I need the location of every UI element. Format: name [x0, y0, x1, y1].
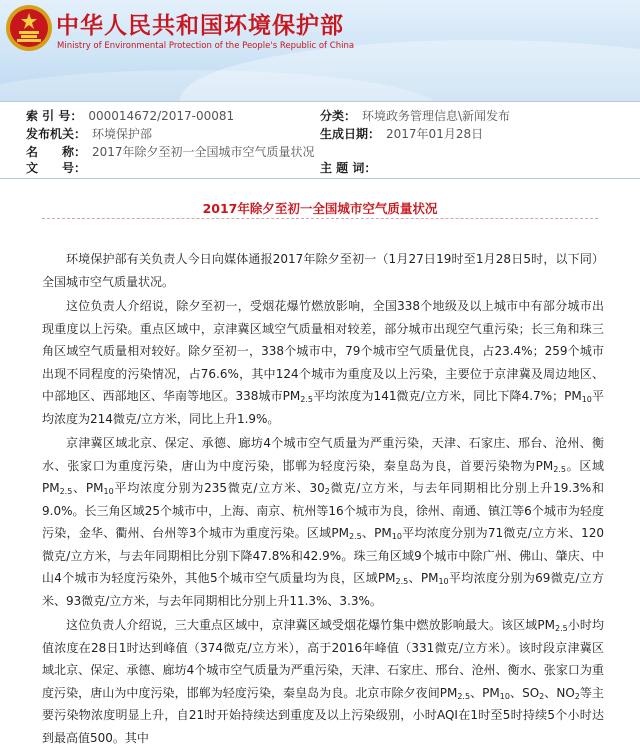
paragraph: 环境保护部有关负责人今日向媒体通报2017年除夕至初一（1月27日19时至1月28日5时，以下同）全国城市空气质量状况。 — [42, 252, 604, 289]
meta-date-label: 生成日期： — [320, 127, 381, 141]
national-emblem-icon — [4, 3, 54, 53]
meta-category-value: 环境政务管理信息\新闻发布 — [362, 109, 511, 123]
meta-date-value: 2017年01月28日 — [386, 127, 484, 141]
meta-keywords-label: 主 题 词： — [320, 161, 377, 175]
document-metadata — [0, 101, 640, 179]
meta-name-value: 2017年除夕至初一全国城市空气质量状况 — [92, 145, 315, 159]
meta-docno-label: 文 号： — [26, 161, 87, 175]
meta-index — [26, 107, 234, 125]
site-subtitle: Ministry of Environmental Protection of the People's Republic of China — [57, 41, 355, 51]
meta-index-value: 000014672/2017-00081 — [88, 109, 235, 123]
article-title: 2017年除夕至初一全国城市空气质量状况 — [202, 201, 438, 216]
site-header — [0, 0, 640, 101]
meta-category-label: 分类： — [320, 109, 357, 123]
paragraph: 这位负责人介绍说，三大重点区域中，京津冀区域受烟花爆竹集中燃放影响最大。该区域$PM_{2.5}$小时均值浓度在28日1时达到峰值（374微克/立方米），高于2016年峰值（331微克/立方米）。该时段京津冀区域北京、保定、承德、廊坊4个城市空气质量为严重污染，天津、石家庄、邢台、沧州、衡水、张家口为重度污染，唐山为中度污染，邯郸为轻度污染，秦皇岛为良。北京市除夕夜间$PM_{2.5}$、$PM_{10}$、$SO_2$、$NO_2$等主要污染物浓度明显上升，自21时开始持续达到重度及以上污染级别，小时AQI在1时至5时持续5个小时达到最高值500。其中 — [42, 618, 604, 745]
meta-keywords — [320, 159, 382, 177]
meta-category — [320, 107, 510, 125]
meta-issuer-value: 环境保护部 — [92, 127, 153, 141]
meta-issuer — [26, 125, 152, 143]
site-title[interactable]: 中华人民共和国环境保护部 — [56, 13, 344, 39]
meta-date — [320, 125, 483, 143]
meta-name-label: 名 称： — [26, 145, 87, 159]
meta-issuer-label: 发布机关： — [26, 127, 87, 141]
article-body — [42, 248, 604, 751]
title-divider — [42, 218, 598, 219]
meta-index-label: 索 引 号： — [26, 109, 83, 123]
meta-docno — [26, 159, 92, 177]
paragraph: 京津冀区域北京、保定、承德、廊坊4个城市空气质量为严重污染，天津、石家庄、邢台、沧州、衡水、张家口为重度污染，唐山为中度污染，邯郸为轻度污染，秦皇岛为良，首要污染物为$PM_{2.5}$。区域$PM_{2.5}$、$PM_{10}$平均浓度分别为235微克/立方米、$30_2$微克/立方米，与去年同期相比分别上升19.3%和9.0%。长三角区域25个城市中，上海、南京、杭州等16个城市为良，徐州、南通、镇江等6个城市为轻度污染，金华、衢州、台州等3个城市为重度污染。区域$PM_{2.5}$、$PM_{10}$平均浓度分别为71微克/立方米、120微克/立方米，与去年同期相比分别下降47.8%和42.9%。珠三角区域9个城市中除广州、佛山、肇庆、中山4个城市为轻度污染外，其他5个城市空气质量均为良，区域$PM_{2.5}$、$PM_{10}$平均浓度分别为69微克/立方米、93微克/立方米，与去年同期相比分别上升11.3%、3.3%。 — [42, 436, 605, 608]
paragraph: 这位负责人介绍说，除夕至初一，受烟花爆竹燃放影响，全国338个地级及以上城市中有部分城市出现重度以上污染。重点区域中，京津冀区域空气质量相对较差，部分城市出现空气重污染；长三角和珠三角区域空气质量相对较好。除夕至初一，338个城市中，79个城市空气质量优良，占23.4%；259个城市出现不同程度的污染情况，占76.6%，其中124个城市为重度及以上污染，主要位于京津冀及周边地区、中部地区、西部地区、华南等地区。338城市$PM_{2.5}$平均浓度为141微克/立方米，同比下降4.7%；$PM_{10}$平均浓度为214微克/立方米，同比上升1.9%。 — [42, 299, 604, 426]
